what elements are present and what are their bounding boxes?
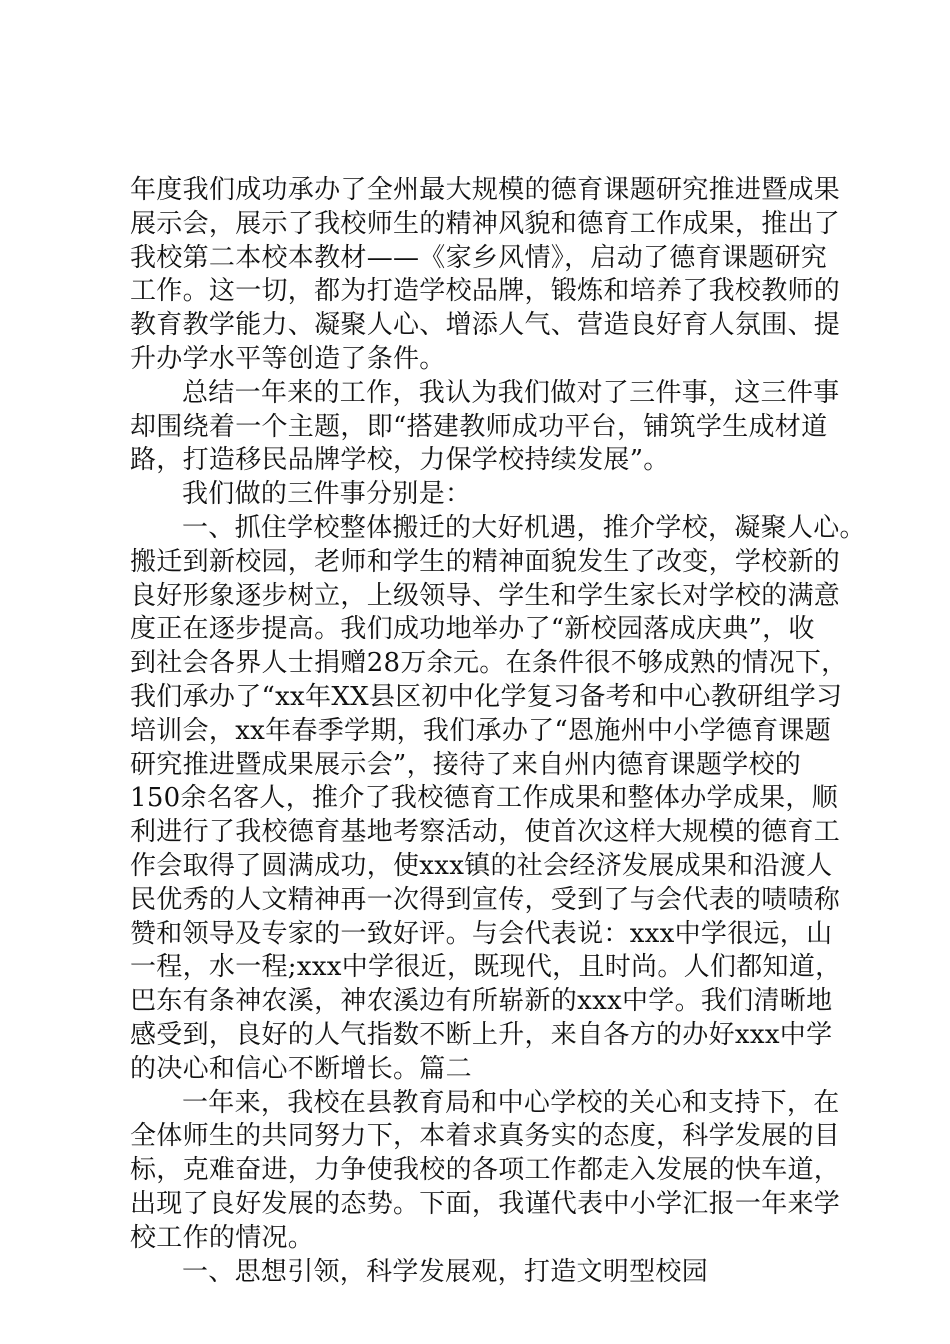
text-line: 我们承办了“xx年XX县区初中化学复习备考和中心教研组学习 bbox=[130, 681, 843, 712]
text-line: 研究推进暨成果展示会”，接待了来自州内德育课题学校的 bbox=[130, 749, 802, 780]
text-line: 校工作的情况。 bbox=[130, 1222, 315, 1253]
text-line: 搬迁到新校园，老师和学生的精神面貌发生了改变，学校新的 bbox=[130, 546, 841, 577]
text-line: 150余名客人，推介了我校德育工作成果和整体办学成果，顺 bbox=[130, 783, 839, 814]
text-line: 培训会，xx年春季学期，我们承办了“恩施州中小学德育课题 bbox=[130, 715, 832, 746]
text-line: 全体师生的共同努力下，本着求真务实的态度，科学发展的目 bbox=[130, 1121, 841, 1152]
text-line: 总结一年来的工作，我认为我们做对了三件事，这三件事 bbox=[182, 377, 840, 408]
text-line: 一、抓住学校整体搬迁的大好机遇，推介学校，凝聚人心。 bbox=[182, 512, 866, 543]
text-line: 利进行了我校德育基地考察活动，使首次这样大规模的德育工 bbox=[130, 817, 841, 848]
text-line: 度正在逐步提高。我们成功地举办了“新校园落成庆典”，收 bbox=[130, 614, 815, 645]
text-line: 路，打造移民品牌学校，力保学校持续发展”。 bbox=[130, 445, 670, 476]
text-line: 的决心和信心不断增长。篇二 bbox=[130, 1053, 472, 1084]
text-line: 教育教学能力、凝聚人心、增添人气、营造良好育人氛围、提 bbox=[130, 310, 841, 341]
text-line: 年度我们成功承办了全州最大规模的德育课题研究推进暨成果 bbox=[130, 175, 841, 205]
text-line: 标，克难奋进，力争使我校的各项工作都走入发展的快车道， bbox=[130, 1155, 841, 1186]
text-line: 感受到，良好的人气指数不断上升，来自各方的办好xxx中学 bbox=[130, 1019, 833, 1050]
text-line: 工作。这一切，都为打造学校品牌，锻炼和培养了我校教师的 bbox=[130, 276, 841, 307]
document-body bbox=[130, 174, 866, 1289]
text-line: 民优秀的人文精神再一次得到宣传，受到了与会代表的啧啧称 bbox=[130, 884, 841, 915]
text-line: 到社会各界人士捐赠28万余元。在条件很不够成熟的情况下， bbox=[130, 648, 848, 679]
text-line: 一程，水一程;xxx中学很近，既现代，且时尚。人们都知道， bbox=[130, 952, 842, 983]
text-line: 一年来，我校在县教育局和中心学校的关心和支持下，在 bbox=[182, 1087, 840, 1118]
text-line: 赞和领导及专家的一致好评。与会代表说：xxx中学很远，山 bbox=[130, 918, 833, 949]
text-line: 巴东有条神农溪，神农溪边有所崭新的xxx中学。我们清晰地 bbox=[130, 986, 833, 1017]
text-line: 展示会，展示了我校师生的精神风貌和德育工作成果，推出了 bbox=[130, 208, 841, 239]
text-line: 我们做的三件事分别是： bbox=[182, 479, 472, 510]
text-line: 我校第二本校本教材——《家乡风情》，启动了德育课题研究 bbox=[130, 242, 828, 273]
text-line: 升办学水平等创造了条件。 bbox=[130, 343, 446, 374]
text-line: 良好形象逐步树立，上级领导、学生和学生家长对学校的满意 bbox=[130, 580, 841, 611]
text-line: 一、思想引领，科学发展观，打造文明型校园 bbox=[182, 1256, 709, 1287]
text-line: 作会取得了圆满成功，使xxx镇的社会经济发展成果和沿渡人 bbox=[130, 850, 833, 881]
text-line: 却围绕着一个主题，即“搭建教师成功平台，铺筑学生成材道 bbox=[130, 411, 828, 442]
text-line: 出现了良好发展的态势。下面，我谨代表中小学汇报一年来学 bbox=[130, 1188, 841, 1219]
